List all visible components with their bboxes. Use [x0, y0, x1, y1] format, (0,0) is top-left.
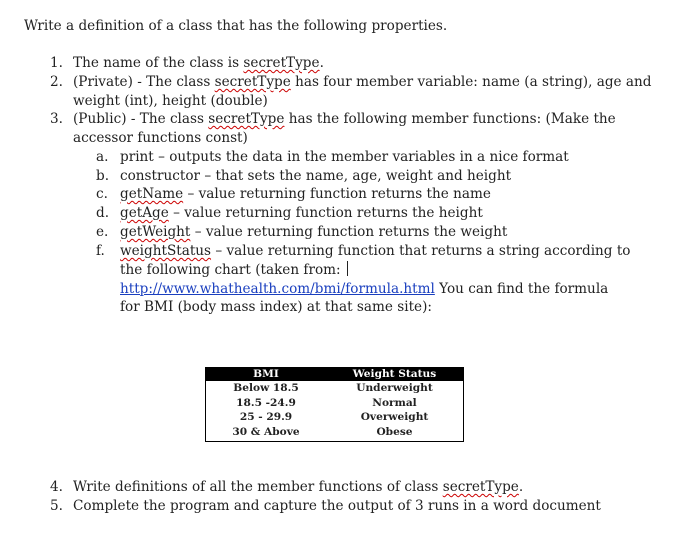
text-cursor	[347, 261, 348, 276]
class-name-token: secretType	[208, 111, 285, 127]
subitem-f-text-end: for BMI (body mass index) at that same site):	[120, 299, 432, 315]
whathealth-link[interactable]: http://www.whathealth.com/bmi/formula.html	[120, 281, 435, 297]
status-cell: Normal	[372, 396, 417, 409]
item-5-number: 5.	[50, 498, 63, 514]
subitem-d-text: getAge – value returning function returns the height	[120, 205, 483, 221]
subitem-f-link-line: http://www.whathealth.com/bmi/formula.html You can find the formula	[120, 281, 609, 297]
subitem-a-letter: a.	[96, 149, 109, 165]
function-name-token: getName	[120, 186, 184, 202]
table-header-row	[206, 368, 464, 382]
bmi-cell: 25 - 29.9	[239, 411, 293, 423]
function-name-token: getAge	[120, 205, 169, 221]
status-cell: Underweight	[356, 382, 433, 394]
bmi-column-header: BMI	[206, 368, 327, 382]
bmi-cell: 18.5 -24.9	[236, 396, 296, 409]
subitem-d-letter: d.	[96, 205, 110, 221]
item-4-number: 4.	[50, 479, 63, 495]
subitem-e-text: getWeight – value returning function returns the weight	[120, 224, 508, 240]
bmi-table	[205, 367, 464, 442]
status-cell: Overweight	[360, 411, 429, 423]
subitem-b-text: constructor – that sets the name, age, weight and height	[120, 168, 512, 184]
table-row	[206, 425, 464, 442]
function-name-token: getWeight	[120, 224, 191, 240]
item-1-number: 1.	[50, 55, 63, 71]
subitem-f-text: weightStatus – value returning function that returns a string according to	[120, 243, 631, 259]
item-2-text: (Private) - The class secretType has four member variable: name (a string), age and	[73, 74, 652, 90]
class-name-token: secretType	[243, 55, 320, 71]
class-name-token: secretType	[442, 479, 519, 495]
item-5-text: Complete the program and capture the output of 3 runs in a word document	[73, 498, 601, 514]
status-cell: Obese	[376, 425, 413, 438]
subitem-a-text: print – outputs the data in the member variables in a nice format	[120, 149, 569, 165]
item-3-text-cont: accessor functions const)	[73, 130, 248, 146]
status-column-header: Weight Status	[326, 368, 464, 382]
bmi-cell: Below 18.5	[233, 382, 299, 394]
subitem-e-letter: e.	[96, 224, 109, 240]
intro-text: Write a definition of a class that has the following properties.	[24, 18, 448, 34]
class-name-token: secretType	[214, 74, 291, 90]
subitem-f-text-cont: the following chart (taken from:	[120, 261, 348, 279]
item-4-text: Write definitions of all the member functions of class secretType.	[73, 479, 524, 495]
item-3-number: 3.	[50, 111, 63, 127]
subitem-c-text: getName – value returning function returns the name	[120, 186, 491, 202]
function-name-token: weightStatus	[120, 243, 212, 259]
table-row	[206, 381, 464, 396]
table-row	[206, 410, 464, 425]
item-1-text: The name of the class is secretType.	[73, 55, 324, 71]
item-3-text: (Public) - The class secretType has the following member functions: (Make the	[73, 111, 616, 127]
item-2-text-cont: weight (int), height (double)	[73, 93, 268, 109]
subitem-b-letter: b.	[96, 168, 110, 184]
subitem-f-letter: f.	[96, 243, 105, 259]
item-2-number: 2.	[50, 74, 63, 90]
bmi-cell: 30 & Above	[232, 425, 300, 438]
subitem-c-letter: c.	[96, 186, 108, 202]
table-row	[206, 396, 464, 411]
